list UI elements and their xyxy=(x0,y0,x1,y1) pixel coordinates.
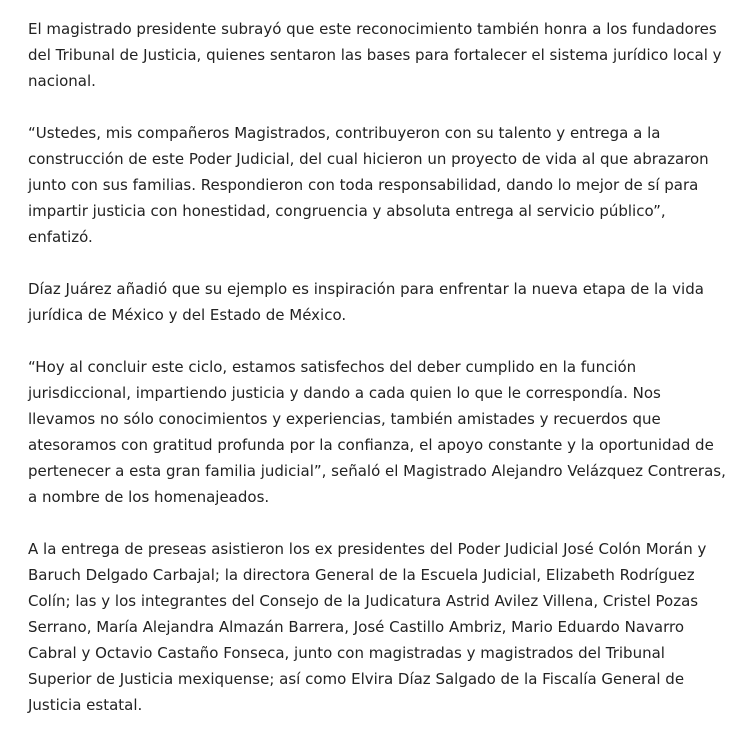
paragraph-inspiration: Díaz Juárez añadió que su ejemplo es inspiración para enfrentar la nueva etapa de la vida jurídica de México y del Estado de México. xyxy=(28,280,704,324)
paragraph-attendees: A la entrega de preseas asistieron los ex presidentes del Poder Judicial José Colón Morán y Baruch Delgado Carbajal; la directora General de la Escuela Judicial, Elizabeth Rodríguez Colín; las y los integrantes del Consejo de la Judicatura Astrid Avilez Villena, Cristel Pozas Serrano, María Alejandra Almazán Barrera, José Castillo Ambriz, Mario Eduardo Navarro Cabral y Octavio Castaño Fonseca, junto con magistradas y magistrados del Tribunal Superior de Justicia mexiquense; así como Elvira Díaz Salgado de la Fiscalía General de Justicia estatal. xyxy=(28,540,707,714)
paragraph-quote-honorees: “Hoy al concluir este ciclo, estamos satisfechos del deber cumplido en la función jurisdiccional, impartiendo justicia y dando a cada quien lo que le correspondía. Nos llevamos no sólo conocimientos y experiencias, también amistades y recuerdos que atesoramos con gratitud profunda por la confianza, el apoyo constante y la oportunidad de pertenecer a esta gran familia judicial”, señaló el Magistrado Alejandro Velázquez Contreras, a nombre de los homenajeados. xyxy=(28,358,726,506)
paragraph-founders-tribute: El magistrado presidente subrayó que este reconocimiento también honra a los fundadores del Tribunal de Justicia, quienes sentaron las bases para fortalecer el sistema jurídico local y nacional. xyxy=(28,20,722,90)
paragraph-quote-colleagues: “Ustedes, mis compañeros Magistrados, contribuyeron con su talento y entrega a la construcción de este Poder Judicial, del cual hicieron un proyecto de vida al que abrazaron junto con sus familias. Respondieron con toda responsabilidad, dando lo mejor de sí para impartir justicia con honestidad, congruencia y absoluta entrega al servicio público”, enfatizó. xyxy=(28,124,709,246)
